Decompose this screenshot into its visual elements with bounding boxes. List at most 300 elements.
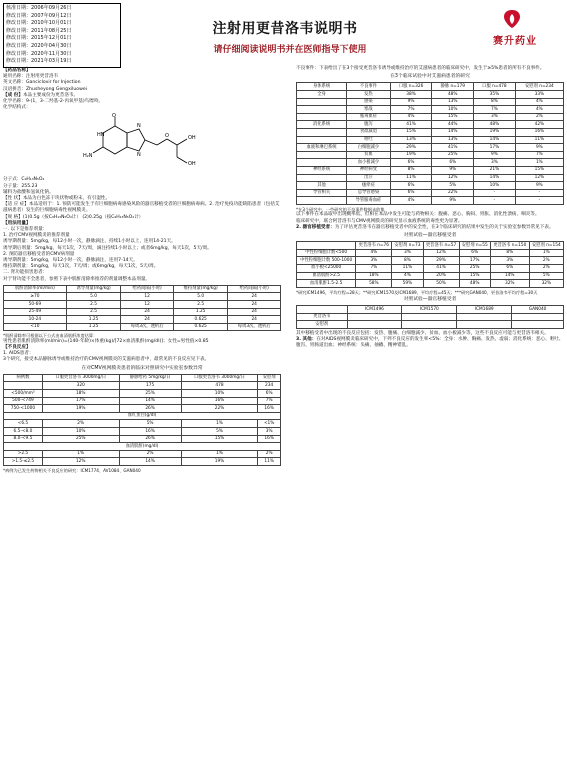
table-cell: 20% (423, 272, 459, 280)
table-row (4, 420, 281, 428)
table-row (297, 182, 564, 190)
table-cell: <1% (258, 420, 281, 428)
paragraph: 临床研究中，联合阿昔洛韦与CMV视网膜炎的研究显示血液系统的毒性更为显著。 (296, 218, 463, 224)
table-cell: 175 (119, 382, 181, 390)
renal-dose-table (3, 285, 281, 332)
table-header: 安慰剂 (258, 374, 281, 382)
paragraph: 其中移植受者中出现的不良反应包括：发热、腹痛、白细胞减少、贫血、血小板减少等，这些不良反应可能与更昔洛韦相关。 (296, 331, 549, 337)
transplant-lab-table (296, 241, 564, 288)
table-cell: 6% (258, 390, 281, 398)
table-cell: 7% (390, 106, 432, 114)
table-cell: 14% (474, 136, 516, 144)
table-row (4, 405, 281, 413)
table-cell: 10-24 (4, 316, 67, 324)
name-line: 英文名称：Ganciclovir for Injection (3, 80, 81, 86)
table-cell: 24 (228, 308, 281, 316)
paragraph: 以下事件在本品取中出现概率低，但相在本品中发生可能与药物相关：腹痛、恶心、胸闷、胃胀、消化性溃疡、咽炎等。 (296, 212, 540, 218)
table-cell: 7% (515, 151, 563, 159)
table-cell: 19% (390, 151, 432, 159)
table-cell: 11% (258, 458, 281, 466)
table-cell: 4% (390, 113, 432, 121)
table-cell: 41% (423, 264, 459, 272)
table-header: 身体系统 (297, 83, 347, 91)
adverse-line: 3个研究，接受本品静脉诱导或维持治疗的CMV视网膜炎的艾滋病患者中，最常见的不良反应见下表。 (3, 357, 210, 363)
table-cell: 16% (119, 428, 181, 436)
table-subheader: 血红蛋白(g/dl) (4, 412, 281, 420)
table-header: ICM1689 (457, 306, 512, 314)
name-line: 汉语拼音：Zhusheyong Gengxiluowei (3, 86, 87, 92)
table-cell (297, 113, 347, 121)
table-header (297, 242, 356, 250)
table-cell: 9% (390, 98, 432, 106)
table-cell (457, 321, 512, 329)
table-cell: 41% (390, 121, 432, 129)
table-note: *肌酐清除率可根据以下公式由血清肌酐浓度估算： (3, 333, 98, 339)
table-header-row (297, 306, 564, 314)
table-caption: 在对CMV视网膜炎患者的临床对照研究中实验室参数异常 (81, 365, 203, 371)
table-cell: 5% (529, 272, 563, 280)
table-cell: 12 (121, 301, 174, 309)
table-row (4, 323, 281, 331)
usage-line: 诱导期剂量：5mg/kg，每12小时一次，静脉滴注，持续1小时以上，连用14-21天。 (3, 239, 176, 245)
table-cell: 15% (390, 128, 432, 136)
table-cell: 16% (258, 405, 281, 413)
intro-paragraph: 不良事件：下表给出了在3个接受更昔洛韦诱导或维持治疗的艾滋病患者的临床研究中，发生于≥5%患者的所有不良事件。 (296, 66, 545, 71)
table-footnote: *病例为已发生药物相关不良反应的研究：ICM1774、AV1084、GAN040 (3, 467, 141, 473)
table-header: 安慰剂 n=73 (392, 242, 423, 250)
formula-line: 辅料为盐酸和氢氧化钠。 (3, 189, 54, 195)
table-header: 更昔洛韦 n=150 (490, 242, 529, 250)
properties-text: 【性 状】本品为白色冻干块状物或粉末，有引湿性。 (3, 196, 111, 202)
table-cell: 5.0 (66, 293, 121, 301)
date-line: 修改日期：2020年11月30日 (6, 50, 72, 57)
section-label: 【不良反应】 (3, 345, 31, 351)
table-cell: 500-<749 (4, 397, 43, 405)
table-cell: 安慰剂 (297, 321, 348, 329)
table-cell: 2.5 (173, 301, 228, 309)
usage-line: 二. 肾功能损害患者： (3, 270, 48, 276)
table-header: 口服 n=478 (474, 83, 516, 91)
table-row (297, 313, 564, 321)
comp-line: 化学结构式： (3, 105, 31, 111)
table-cell: 24 (121, 308, 174, 316)
table-cell: 33% (515, 91, 563, 99)
table-header: 安慰剂 n=55 (459, 242, 490, 250)
table-cell: 食欲减退 (347, 128, 391, 136)
brand-name: 赛升药业 (493, 36, 537, 47)
table-header: 静脉给药 5mg/kg/日 (119, 374, 181, 382)
table-row (297, 121, 564, 129)
table-header: 安慰剂 n=154 (529, 242, 563, 250)
table-cell: 25% (432, 151, 474, 159)
table-cell: 6% (432, 159, 474, 167)
svg-text:OH: OH (188, 161, 196, 168)
table-cell: <6.5 (4, 420, 43, 428)
formula-line: 分子量：255.23 (3, 183, 38, 189)
table-cell: 6% (390, 189, 432, 197)
table-header: 口服 n=326 (390, 83, 432, 91)
table-cell: 7% (474, 106, 516, 114)
table-header: 病例数 (4, 374, 43, 382)
table-row (4, 308, 281, 316)
table-cell: 6% (459, 249, 490, 257)
date-line: 修改日期：2015年12月01日 (6, 35, 72, 42)
table-cell: 5% (119, 420, 181, 428)
table-cell: 1.25 (66, 323, 121, 331)
table-cell: 3% (356, 257, 392, 265)
section-label: 【药品名称】 (3, 68, 31, 73)
table-cell: 10% (474, 182, 516, 190)
section-label: 2. 器官移植受者： (296, 224, 335, 230)
table-cell: 11% (515, 136, 563, 144)
table-cell: 14% (432, 128, 474, 136)
comp-line: 本品主要成份为更昔洛韦。 (22, 92, 79, 98)
table-cell: 16% (181, 397, 258, 405)
table-cell: 15% (515, 166, 563, 174)
table-row (4, 450, 281, 458)
table-cell: 0.625 (173, 316, 228, 324)
table-row (297, 174, 564, 182)
table-cell: 寒战 (347, 106, 391, 114)
table-cell: 每周3次，透析后 (228, 323, 281, 331)
table-cell: 出汗 (347, 174, 391, 182)
table-row (297, 151, 564, 159)
table-cell: 2% (119, 450, 181, 458)
table-header-row (4, 285, 281, 293)
table-cell: 14% (490, 272, 529, 280)
table-row (297, 280, 564, 288)
table-cell: 8% (392, 257, 423, 265)
ganciclovir-structure-icon (83, 113, 203, 173)
table-cell: 48% (459, 280, 490, 288)
table-cell: 59% (392, 280, 423, 288)
table-cell: 全身 (297, 91, 347, 99)
table-cell: 8% (390, 166, 432, 174)
table-cell: 其他 (297, 182, 347, 190)
table-cell (347, 321, 402, 329)
table-row (297, 264, 564, 272)
section-label: 【成 份】 (3, 92, 23, 98)
table-row (297, 249, 564, 257)
table-row (297, 128, 564, 136)
table-row (297, 106, 564, 114)
table-cell: 19% (474, 128, 516, 136)
table-cell: 贫血 (347, 151, 391, 159)
table-header: 静脉 n=179 (432, 83, 474, 91)
date-line: 修改日期：2020年04月30日 (6, 42, 72, 49)
table-cell: 24 (228, 293, 281, 301)
table-cell: 10% (42, 428, 119, 436)
table-header (297, 306, 348, 314)
table-cell: 导管相关 (297, 189, 347, 197)
table-caption: 在3个临床试验中对艾滋病患者的研究 (390, 74, 470, 80)
table-cell: 12 (121, 293, 174, 301)
table-cell: 1.25 (173, 308, 228, 316)
table-cell: 1% (529, 249, 563, 257)
table-cell: 8% (490, 249, 529, 257)
table-cell: 1% (42, 450, 119, 458)
table-cell: 13% (390, 136, 432, 144)
table-cell: <500/mm³ (4, 390, 43, 398)
table-cell: 16% (515, 128, 563, 136)
table-cell: 750-<1000 (4, 405, 43, 413)
table-cell: 234 (258, 382, 281, 390)
table-row (297, 321, 564, 329)
table-cell: 9% (432, 166, 474, 174)
table-cell: 4% (515, 98, 563, 106)
left-column (3, 68, 281, 473)
table-row (297, 189, 564, 197)
table-header: 不良事件 (347, 83, 391, 91)
table-cell: <10 (4, 323, 67, 331)
table-row (4, 397, 281, 405)
table-cell: 7% (258, 397, 281, 405)
table-header: 肌酐清除率(ml/min) (4, 285, 67, 293)
date-line: 核准日期：2006年09月26日 (6, 5, 72, 11)
svg-text:HN: HN (97, 132, 105, 139)
table-cell: 血清肌酐1.5-2.5 (297, 280, 356, 288)
table-cell: 9% (515, 182, 563, 190)
table-cell: 2% (42, 420, 119, 428)
date-line: 修改日期：2011年08月25日 (6, 27, 72, 34)
table-cell: 5% (432, 182, 474, 190)
table-cell: 脓毒血症 (347, 113, 391, 121)
table-cell (297, 136, 347, 144)
table-cell: 3% (392, 249, 423, 257)
table-header-row (297, 83, 564, 91)
table-cell: 29% (423, 257, 459, 265)
table-header: 口服更昔洛韦 3000mg/日 (42, 374, 119, 382)
table-cell: 17% (459, 257, 490, 265)
usage-line: 维持期剂量：5mg/kg，每天1次，7天/周；或6mg/kg，每天1次，5天/周。 (3, 264, 159, 270)
table-cell: 12% (515, 174, 563, 182)
table-cell: 42% (515, 121, 563, 129)
table-cell: ≥70 (4, 293, 67, 301)
table-cell: 14% (119, 397, 181, 405)
date-line: 修改日期：2021年03月19日 (6, 58, 72, 65)
company-logo-icon (500, 8, 524, 30)
table-row (297, 98, 564, 106)
table-cell: 58% (356, 280, 392, 288)
usage-line: 1. 治疗CMV视网膜炎的推荐剂量 (3, 233, 70, 239)
lab-abnormality-table (3, 374, 281, 466)
table-cell (297, 98, 347, 106)
table-cell: 6% (390, 182, 432, 190)
table-cell: 32% (529, 280, 563, 288)
table-cell: 9% (474, 151, 516, 159)
table-caption: 对照试验—器官移植受者 (403, 232, 457, 238)
indications-text: 【适 应 症】本品适用于：1. 预防可能发生于有巨细胞病毒感染风险的器官移植受者的巨细胞病毒病。2. 治疗免疫功能缺陷患者（包括艾滋病患者）发生的巨细胞病毒性视网膜炎。 (3, 202, 280, 214)
table-cell: 4% (515, 106, 563, 114)
table-row (4, 301, 281, 309)
table-row (297, 91, 564, 99)
table-cell (512, 313, 564, 321)
table-header: 维持剂量(mg/kg) (173, 285, 228, 293)
table-row (297, 272, 564, 280)
table-footnote: *研究ICM1496，平均疗程=28天；**研究ICM1570及ICM1689，平均疗程=45天；***研究GAN040，更昔洛韦平均疗程=30天 (296, 289, 538, 295)
table-cell: 3% (490, 257, 529, 265)
table-header: GAN040 (512, 306, 564, 314)
table-cell: 发热 (347, 91, 391, 99)
table-cell: 18% (42, 390, 119, 398)
table-cell: 2.5 (66, 301, 121, 309)
table-cell (347, 313, 402, 321)
table-cell: 22% (432, 189, 474, 197)
table-row (4, 382, 281, 390)
table-cell: 13% (432, 136, 474, 144)
table-header: 口服更昔洛韦 3000mg/日 (181, 374, 258, 382)
table-cell: 血小板减少 (347, 159, 391, 167)
svg-text:H₂N: H₂N (83, 153, 93, 160)
table-cell: 瘙痒症 (347, 182, 391, 190)
table-cell (297, 128, 347, 136)
table-footnote: *在3个研究中，一些研究的不良事件数据未收集 (296, 206, 385, 212)
table-cell: >1.5-≤2.5 (4, 458, 43, 466)
table-cell (297, 151, 347, 159)
table-header: 给药间隔(小时) (121, 285, 174, 293)
table-cell: 中性粒细胞计数 500-1000 (297, 257, 356, 265)
table-row (4, 428, 281, 436)
table-cell (402, 321, 457, 329)
table-cell: 消化系统 (297, 121, 347, 129)
table-cell: 14% (119, 458, 181, 466)
table-cell: 呕吐 (347, 136, 391, 144)
svg-text:O: O (112, 113, 116, 120)
table-cell: 13% (432, 98, 474, 106)
table-cell: 6% (490, 264, 529, 272)
table-cell: - (474, 189, 516, 197)
table-cell: 25% (119, 390, 181, 398)
table-row (297, 144, 564, 152)
section-label: 3. 其他： (296, 337, 317, 343)
table-header: 诱导剂量(mg/kg) (66, 285, 121, 293)
usage-line: 诱导期剂量：5mg/kg，每12小时一次，静脉滴注，连用7-14天。 (3, 258, 138, 264)
table-cell: 32% (490, 280, 529, 288)
adverse-event-table (296, 82, 564, 205)
date-box (3, 3, 121, 68)
table-header-row (297, 242, 564, 250)
table-cell: 11% (392, 264, 423, 272)
table-cell: 24 (121, 316, 174, 324)
table-cell: 7% (356, 264, 392, 272)
table-cell: 总导管感染 (347, 189, 391, 197)
table-cell: 25% (459, 264, 490, 272)
table-cell: 11% (390, 174, 432, 182)
table-cell: 5.0 (173, 293, 228, 301)
table-cell: 1.25 (66, 316, 121, 324)
table-cell: 白细胞减少 (347, 144, 391, 152)
table-header: 给药间隔(小时) (228, 285, 281, 293)
usage-line: 诱导期后剂量：5mg/kg，每天1次，7天/周，滴注持续1小时以上；或者6mg/kg，每天1次，5天/周。 (3, 245, 212, 251)
usage-line: 2. 预防器官移植受者的CMV病剂量 (3, 251, 75, 257)
table-cell: 血清肌酐>2.5 (297, 272, 356, 280)
table-cell: 感染 (347, 98, 391, 106)
table-cell: 19% (181, 458, 258, 466)
table-cell: 14% (474, 174, 516, 182)
table-cell: 48% (432, 91, 474, 99)
table-cell: 26% (119, 435, 181, 443)
table-cell: 18% (356, 272, 392, 280)
table-cell: 更昔洛韦 (297, 313, 348, 321)
table-cell: 25-49 (4, 308, 67, 316)
table-cell: 神经病变 (347, 166, 391, 174)
svg-text:O: O (165, 133, 169, 140)
right-column (296, 66, 564, 350)
specification-text: 【规 格】(1)0.5g（按C₉H₁₃N₅O₄计） (2)0.25g（按C₉H₁₃N₅O₄计） (3, 214, 144, 220)
table-cell: 1% (181, 420, 258, 428)
structural-formula (3, 113, 281, 175)
table-row (297, 166, 564, 174)
table-row (4, 293, 281, 301)
table-cell: 15% (432, 113, 474, 121)
table-cell: 50-69 (4, 301, 67, 309)
table-cell: 8% (474, 98, 516, 106)
date-line: 修改日期：2007年09月12日 (6, 12, 72, 19)
table-row (4, 458, 281, 466)
table-cell: 21% (474, 166, 516, 174)
table-cell: 19% (42, 405, 119, 413)
table-cell: 41% (432, 144, 474, 152)
company-logo (470, 8, 560, 48)
table-cell: 50% (423, 280, 459, 288)
adverse-line: 1. AIDS患者： (3, 351, 34, 357)
table-cell: 16% (258, 435, 281, 443)
table-cell: 9% (432, 197, 474, 205)
table-cell: 腹泻 (347, 121, 391, 129)
table-cell: 导管脓毒血症 (347, 197, 391, 205)
table-row (4, 435, 281, 443)
svg-text:N: N (137, 123, 141, 130)
table-cell: 478 (181, 382, 258, 390)
table-row (297, 197, 564, 205)
table-cell (512, 321, 564, 329)
document-subtitle: 请仔细阅读说明书并在医师指导下使用 (213, 45, 367, 55)
usage-line: 对于肾功能不全患者，参照下表中肌酐清除率推荐的剂量调整本品剂量。 (3, 276, 151, 282)
table-cell: 12% (432, 174, 474, 182)
table-cell (297, 159, 347, 167)
table-cell: 9% (515, 144, 563, 152)
table-cell: 4% (390, 197, 432, 205)
date-line: 修改日期：2010年10月01日 (6, 20, 72, 27)
table-cell: 1% (515, 159, 563, 167)
table-cell: 6% (390, 159, 432, 167)
table-cell: 4% (356, 249, 392, 257)
table-cell: 8.0-<9.5 (4, 435, 43, 443)
table-cell: 0.625 (173, 323, 228, 331)
table-row (297, 257, 564, 265)
table-cell (297, 197, 347, 205)
table-cell: 10% (432, 106, 474, 114)
table-cell: 血小板<25000 (297, 264, 356, 272)
table-header: ICM1496 (347, 306, 402, 314)
table-header: 安慰剂 n=234 (515, 83, 563, 91)
table-cell: 3% (474, 113, 516, 121)
table-row (297, 136, 564, 144)
table-cell: 6.5-<8.0 (4, 428, 43, 436)
document-title: 注射用更昔洛韦说明书 (212, 21, 358, 37)
table-cell: - (515, 189, 563, 197)
table-cell: 26% (119, 405, 181, 413)
table-cell: 4% (392, 272, 423, 280)
table-cell: 12% (423, 249, 459, 257)
table-cell: 48% (474, 121, 516, 129)
table-cell: 1% (181, 450, 258, 458)
table-cell: 12% (42, 458, 119, 466)
paragraph: 在对AIDS视网膜炎临床研究中，下列不良反应的发生率<5%：全身：水肿、胸痛、发热、虚弱；消化系统：恶心、呕吐、腹泻、胃肠道出血；神经系统：头痛、抽搐、精神错乱。 (296, 337, 564, 349)
table-cell: 2% (529, 264, 563, 272)
table-row (297, 159, 564, 167)
table-cell (4, 382, 43, 390)
